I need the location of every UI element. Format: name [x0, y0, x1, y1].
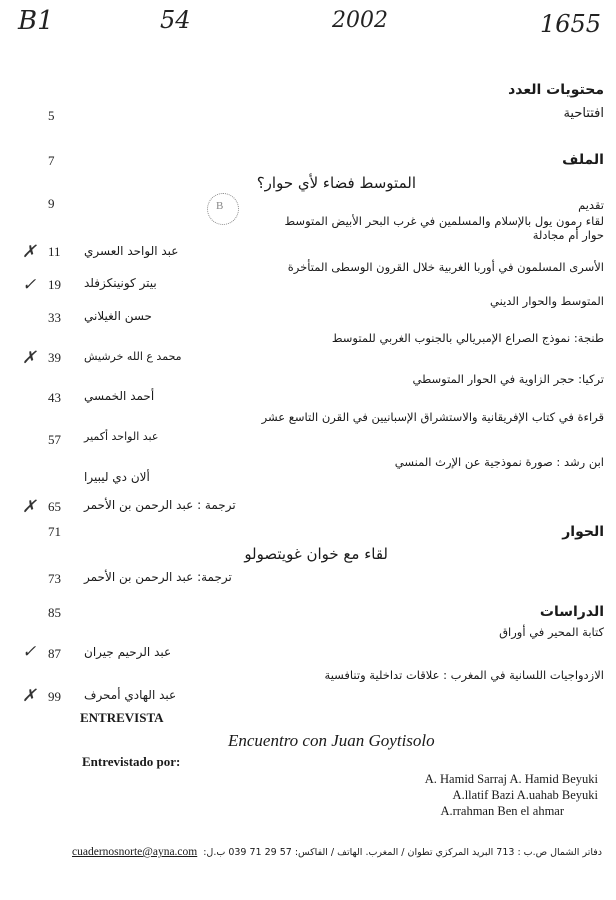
contact-email[interactable]: cuadernosnorte@ayna.com	[72, 846, 198, 858]
study-title: الازدواجيات اللسانية في المغرب : علاقات تداخلية وتنافسية	[324, 668, 604, 682]
handwritten-number: 1655	[540, 10, 602, 38]
studies-label: الدراسات	[539, 604, 604, 620]
article-page: 65	[48, 499, 61, 514]
dialogue-translator: ترجمة: عبد الرحمن بن الأحمر	[84, 570, 232, 584]
check-mark: ✗	[22, 242, 37, 262]
article-title: لقاء رمون يول بالإسلام والمسلمين في غرب البحر الأبيض المتوسط	[284, 214, 604, 228]
article-page: 39	[48, 350, 61, 365]
handwritten-code: B1	[18, 6, 54, 36]
entrevista-by-label: Entrevistado por:	[82, 754, 181, 769]
article-title: الأسرى المسلمون في أوربا الغربية خلال القرون الوسطى المتأخرة	[287, 260, 604, 274]
article-title: تركيا: حجر الزاوية في الحوار المتوسطي	[412, 372, 604, 386]
interviewer-line: A.rrahman Ben el ahmar	[440, 804, 564, 818]
intro-page: 9	[48, 196, 55, 211]
article-page: 57	[48, 432, 61, 447]
article-page: 43	[48, 390, 61, 405]
check-mark: ✗	[22, 348, 37, 368]
article-author: حسن الغيلاني	[84, 309, 152, 323]
dossier-page: 7	[48, 153, 55, 168]
article-page: 33	[48, 310, 61, 325]
article-title: طنجة: نموذج الصراع الإمبريالي بالجنوب الغربي للمتوسط	[331, 331, 604, 345]
article-translator: ترجمة : عبد الرحمن بن الأحمر	[84, 498, 236, 512]
article-author: ألان دي ليبيرا	[84, 470, 150, 484]
article-author: محمد ع الله خرشيش	[84, 350, 182, 363]
interviewer-line: A. Hamid Sarraj A. Hamid Beyuki	[424, 772, 598, 786]
page-title: محتويات العدد	[508, 82, 604, 98]
article-title-line2: حوار أم مجادلة	[532, 228, 604, 242]
check-mark: ✗	[22, 686, 37, 706]
entrevista-label: ENTREVISTA	[80, 710, 164, 725]
contact-address: دفاتر الشمال ص.ب : 713 البريد المركزي تطوان / المغرب. الهاتف / الفاكس: 57 29 71 039 ب.ل:	[203, 847, 602, 858]
check-mark: ✓	[22, 275, 37, 295]
intro-label: تقديم	[578, 198, 604, 212]
handwritten-year: 2002	[332, 8, 388, 33]
translator-page: 73	[48, 571, 61, 586]
study-page: 87	[48, 646, 61, 661]
opening-label: افتتاحية	[563, 106, 604, 121]
article-title: ابن رشد : صورة نموذجية عن الإرث المنسي	[394, 455, 604, 469]
article-title: قراءة في كتاب الإفريقانية والاستشراق الإسبانيين في القرن التاسع عشر	[261, 410, 604, 424]
article-page: 19	[48, 277, 61, 292]
dialogue-label: الحوار	[562, 524, 604, 540]
opening-page: 5	[48, 108, 55, 123]
dossier-title: المتوسط فضاء لأي حوار؟	[256, 174, 416, 192]
library-stamp: B	[207, 193, 239, 225]
article-author: عبد الواحد أكمير	[84, 430, 159, 443]
article-author: أحمد الخمسي	[84, 389, 155, 403]
check-mark: ✗	[22, 497, 37, 517]
dialogue-title: لقاء مع خوان غويتصولو	[244, 545, 388, 563]
check-mark: ✓	[22, 642, 37, 662]
article-author: عبد الواحد العسري	[84, 244, 179, 258]
interviewer-line: A.llatif Bazi A.uahab Beyuki	[452, 788, 598, 802]
entrevista-title: Encuentro con Juan Goytisolo	[228, 731, 435, 750]
dialogue-page: 71	[48, 524, 61, 539]
article-title: المتوسط والحوار الديني	[490, 294, 604, 308]
study-author: عبد الرحيم جيران	[84, 645, 172, 659]
study-page: 99	[48, 689, 61, 704]
article-page: 11	[48, 244, 61, 259]
dossier-label: الملف	[562, 152, 604, 168]
study-title: كتابة المحير في أوراق	[499, 625, 604, 639]
article-author: بيتر كونينكزفلد	[84, 276, 157, 290]
handwritten-issue: 54	[160, 6, 191, 34]
study-author: عبد الهادي أمحرف	[84, 688, 177, 702]
studies-page: 85	[48, 605, 61, 620]
